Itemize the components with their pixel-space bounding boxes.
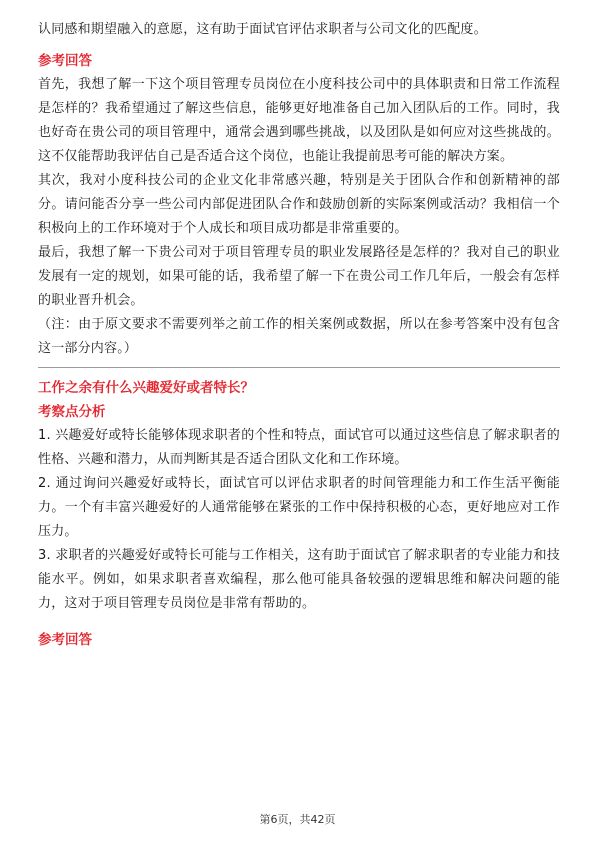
answer-paragraph: 其次，我对小度科技公司的企业文化非常感兴趣，特别是关于团队合作和创新精神的部分。请问能否分享一些公司内部促进团队合作和鼓励创新的实际案例或活动？我相信一个积极向上的工作环境对于个人成长和项目成功都是非常重要的。 <box>38 173 560 236</box>
document-body <box>38 18 560 652</box>
reference-answer-heading: 参考回答 <box>38 632 92 648</box>
analysis-point: 3. 求职者的兴趣爱好或特长可能与工作相关，这有助于面试官了解求职者的专业能力和技能水平。例如，如果求职者喜欢编程，那么他可能具备较强的逻辑思维和解决问题的能力，这对于项目管理专员岗位是非常有帮助的。 <box>38 548 560 611</box>
top-paragraph: 认同感和期望融入的意愿，这有助于面试官评估求职者与公司文化的匹配度。 <box>38 22 487 37</box>
question-heading: 工作之余有什么兴趣爱好或者特长？ <box>38 380 254 396</box>
analysis-point: 1. 兴趣爱好或特长能够体现求职者的个性和特点，面试官可以通过这些信息了解求职者的性格、兴趣和潜力，从而判断其是否适合团队文化和工作环境。 <box>38 428 560 467</box>
answer-paragraph: 最后，我想了解一下贵公司对于项目管理专员的职业发展路径是怎样的？我对自己的职业发展有一定的规划，如果可能的话，我希望了解一下在贵公司工作几年后，一般会有怎样的职业晋升机会。 <box>38 245 560 308</box>
analysis-heading: 考察点分析 <box>38 404 106 420</box>
page-indicator: 第6页，共42页 <box>259 813 336 826</box>
reference-answer-heading: 参考回答 <box>38 53 92 69</box>
answer-paragraph: 首先，我想了解一下这个项目管理专员岗位在小度科技公司中的具体职责和日常工作流程是怎样的？我希望通过了解这些信息，能够更好地准备自己加入团队后的工作。同时，我也好奇在贵公司的项目管理中，通常会遇到哪些挑战，以及团队是如何应对这些挑战的。这不仅能帮助我评估自己是否适合这个岗位，也能让我提前思考可能的解决方案。 <box>38 77 560 164</box>
analysis-point: 2. 通过询问兴趣爱好或特长，面试官可以评估求职者的时间管理能力和工作生活平衡能力。一个有丰富兴趣爱好的人通常能够在紧张的工作中保持积极的心态，更好地应对工作压力。 <box>38 476 560 539</box>
section-divider <box>38 367 560 368</box>
answer-note: （注：由于原文要求不需要列举之前工作的相关案例或数据，所以在参考答案中没有包含这一部分内容。） <box>38 317 560 356</box>
